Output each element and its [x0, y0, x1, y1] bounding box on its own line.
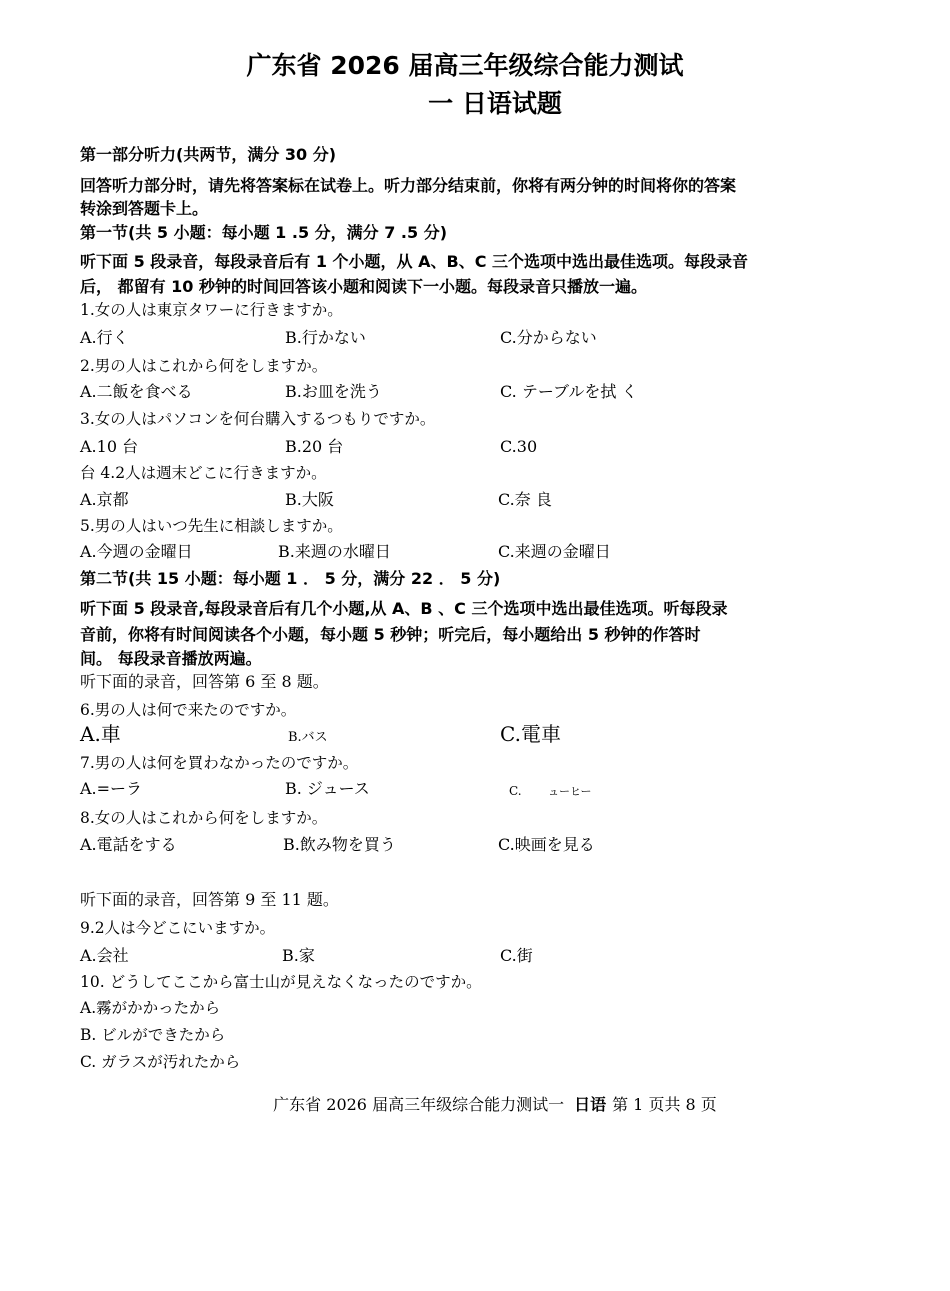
question-9: 9.2人は今どこにいますか。 [80, 919, 276, 937]
q1-option-b: B.行かない [285, 328, 366, 347]
q6-option-b: B.バス [288, 730, 328, 745]
exam-title: 广东省 2026 届高三年级综合能力测试 [246, 51, 684, 80]
q8-option-a: A.電話をする [80, 835, 177, 854]
exam-subtitle: 一 日语试题 [428, 89, 562, 118]
footer-subject: 日语 [574, 1095, 607, 1114]
question-5: 5.男の人はいつ先生に相談しますか。 [80, 517, 343, 535]
question-4: 台 4.2人は週末どこに行きますか。 [80, 464, 327, 482]
q6-option-c: C.電車 [500, 722, 561, 746]
q3-option-b: B.20 台 [285, 437, 344, 456]
section1-instruction-line1: 听下面 5 段录音，每段录音后有 1 个小题，从 A、B、C 三个选项中选出最佳选项。每段录音 [80, 252, 749, 271]
q1-option-a: A.行く [80, 328, 129, 347]
part1-instruction-line2: 转涂到答题卡上。 [80, 199, 209, 218]
q9-option-a: A.会社 [80, 946, 129, 965]
q3-option-c: C.30 [500, 437, 538, 456]
q4-option-b: B.大阪 [285, 490, 334, 509]
part1-instruction-line1: 回答听力部分时，请先将答案标在试卷上。听力部分结束前，你将有两分钟的时间将你的答案 [80, 176, 737, 195]
q5-option-b: B.来週の水曜日 [278, 542, 391, 561]
q7-option-a: A.=ーラ [80, 779, 143, 798]
question-1: 1.女の人は東京タワーに行きますか。 [80, 301, 343, 319]
q1-option-c: C.分からない [500, 328, 597, 347]
q6-option-a: A.車 [80, 722, 121, 746]
footer-page-number: 第 1 页共 8 页 [612, 1095, 717, 1114]
section1-heading: 第一节(共 5 小题：每小题 1 .5 分，满分 7 .5 分) [80, 223, 448, 242]
question-2: 2.男の人はこれから何をしますか。 [80, 357, 328, 375]
q7-option-c-label: C. [509, 784, 522, 798]
q9-option-b: B.家 [282, 946, 315, 965]
part1-heading: 第一部分听力(共两节，满分 30 分) [80, 145, 337, 164]
question-8: 8.女の人はこれから何をしますか。 [80, 809, 328, 827]
section2-heading: 第二节(共 15 小题：每小题 1 ． 5 分，满分 22 ． 5 分) [80, 569, 501, 588]
section2-instruction-line1: 听下面 5 段录音,每段录音后有几个小题,从 A、B 、C 三个选项中选出最佳选项。听每段录 [80, 599, 728, 618]
section1-instruction-line2: 后， 都留有 10 秒钟的时间回答该小题和阅读下一小题。每段录音只播放一遍。 [80, 277, 647, 296]
q2-option-c: C. テーブルを拭 く [500, 382, 638, 401]
q8-option-b: B.飲み物を買う [283, 835, 396, 854]
page-footer [0, 1092, 950, 1115]
q5-option-c: C.来週の金曜日 [498, 542, 611, 561]
group-6-8-intro: 听下面的录音，回答第 6 至 8 题。 [80, 672, 329, 691]
question-7: 7.男の人は何を買わなかったのですか。 [80, 754, 359, 772]
question-10: 10. どうしてここから富士山が見えなくなったのですか。 [80, 973, 482, 991]
q10-option-b: B. ビルができたから [80, 1026, 226, 1044]
q8-option-c: C.映画を見る [498, 835, 595, 854]
q5-option-a: A.今週の金曜日 [80, 542, 193, 561]
q7-option-c: ューヒー [548, 785, 592, 798]
section2-instruction-line3: 间。 每段录音播放两遍。 [80, 649, 262, 668]
footer-exam-name: 广东省 2026 届高三年级综合能力测试一 [273, 1095, 565, 1114]
q10-option-a: A.霧がかかったから [80, 999, 221, 1017]
q2-option-a: A.二飯を食べる [80, 382, 193, 401]
q2-option-b: B.お皿を洗う [285, 382, 382, 401]
question-3: 3.女の人はパソコンを何台購入するつもりですか。 [80, 410, 436, 428]
q9-option-c: C.街 [500, 946, 533, 965]
question-6: 6.男の人は何で来たのですか。 [80, 701, 297, 719]
q4-option-a: A.京都 [80, 490, 129, 509]
q10-option-c: C. ガラスが汚れたから [80, 1053, 241, 1071]
q7-option-b: B. ジュース [285, 779, 370, 798]
q4-option-c: C.奈 良 [498, 490, 552, 509]
q3-option-a: A.10 台 [80, 437, 139, 456]
section2-instruction-line2: 音前，你将有时间阅读各个小题，每小题 5 秒钟；听完后，每小题给出 5 秒钟的作答时 [80, 625, 701, 644]
group-9-11-intro: 听下面的录音，回答第 9 至 11 题。 [80, 890, 339, 909]
